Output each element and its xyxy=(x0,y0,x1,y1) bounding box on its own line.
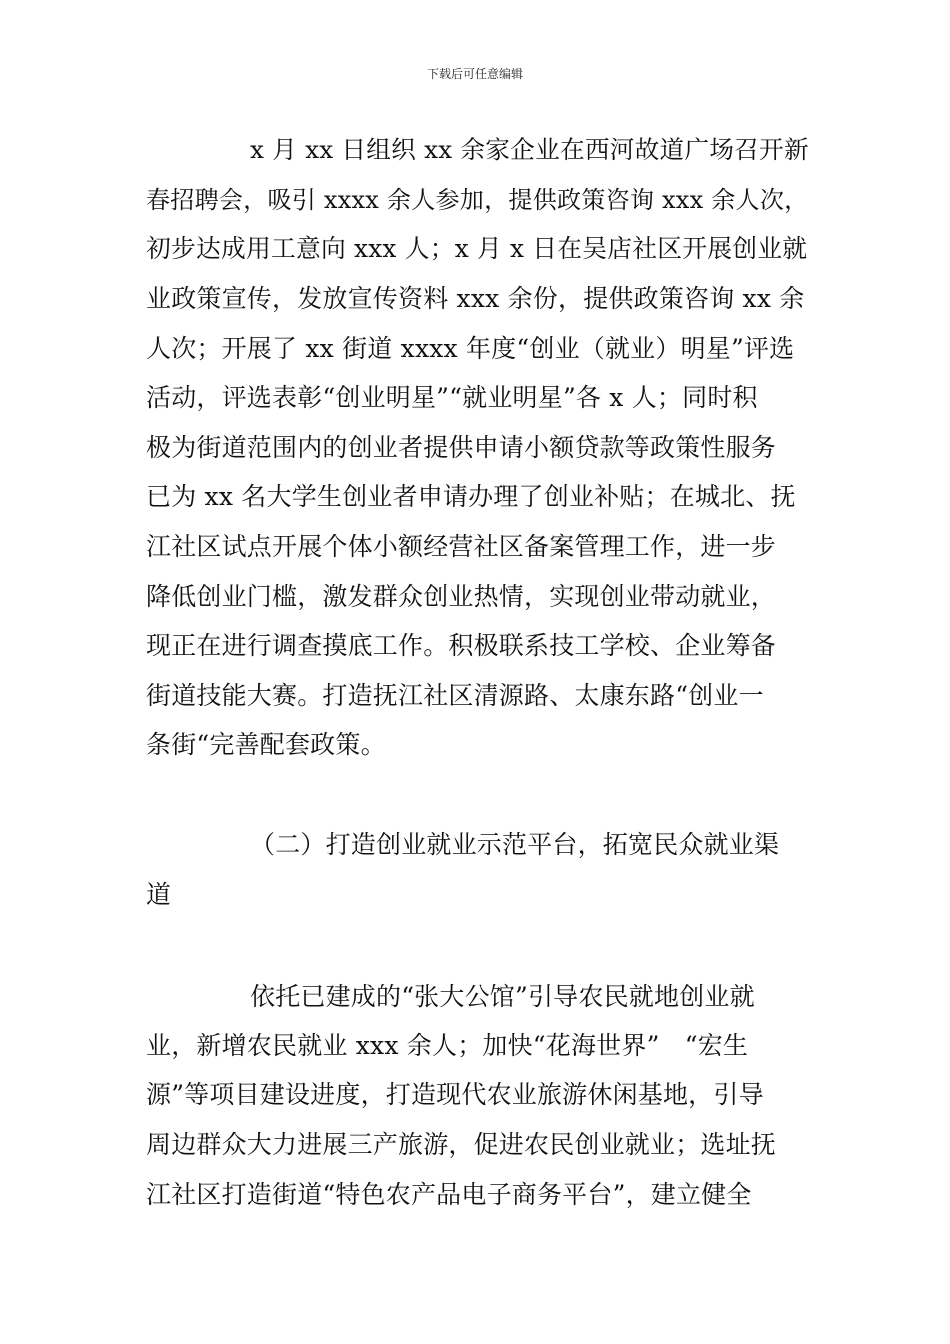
paragraph-1-line-1: x 月 xx 日组织 xx 余家企业在西河故道广场召开新 xyxy=(250,135,809,164)
paragraph-1-line-3: 初步达成用工意向 xxx 人；x 月 x 日在吴店社区开展创业就 xyxy=(146,234,808,263)
paragraph-1-line-7: 极为街道范围内的创业者提供申请小额贷款等政策性服务 xyxy=(146,433,777,462)
paragraph-1-line-12: 街道技能大赛。打造抚江社区清源路、太康东路“创业一 xyxy=(146,681,764,710)
section-heading-line-2: 道 xyxy=(146,880,172,909)
paragraph-3-line-2: 业，新增农民就业 xxx 余人；加快“花海世界” “宏生 xyxy=(146,1031,749,1060)
paragraph-3-line-1: 依托已建成的“张大公馆”引导农民就地创业就 xyxy=(250,982,755,1011)
paragraph-3-line-3: 源”等项目建设进度，打造现代农业旅游休闲基地，引导 xyxy=(146,1080,764,1109)
paragraph-1-line-6: 活动，评选表彰“创业明星”“就业明星”各 x 人；同时积 xyxy=(146,383,758,412)
paragraph-1-line-11: 现正在进行调查摸底工作。积极联系技工学校、企业筹备 xyxy=(146,631,777,660)
paragraph-1-line-10: 降低创业门槛，激发群众创业热情，实现创业带动就业， xyxy=(146,582,777,611)
paragraph-1-line-4: 业政策宣传，发放宣传资料 xxx 余份，提供政策咨询 xx 余 xyxy=(146,284,805,313)
section-heading-line-1: （二）打造创业就业示范平台，拓宽民众就业渠 xyxy=(250,830,780,859)
paragraph-3-line-4: 周边群众大力进展三产旅游，促进农民创业就业；选址抚 xyxy=(146,1130,777,1159)
page-header-note: 下载后可任意编辑 xyxy=(426,67,523,81)
paragraph-1-line-8: 已为 xx 名大学生创业者申请办理了创业补贴；在城北、抚 xyxy=(146,482,796,511)
paragraph-1-line-2: 春招聘会，吸引 xxxx 余人参加，提供政策咨询 xxx 余人次， xyxy=(146,186,809,214)
paragraph-1-line-5: 人次；开展了 xx 街道 xxxx 年度“创业（就业）明星”评选 xyxy=(146,334,795,363)
paragraph-3-line-5: 江社区打造街道“特色农产品电子商务平台”，建立健全 xyxy=(146,1180,752,1209)
paragraph-1-line-13: 条街“完善配套政策。 xyxy=(146,730,386,759)
paragraph-1-line-9: 江社区试点开展个体小额经营社区备案管理工作，进一步 xyxy=(146,532,777,561)
